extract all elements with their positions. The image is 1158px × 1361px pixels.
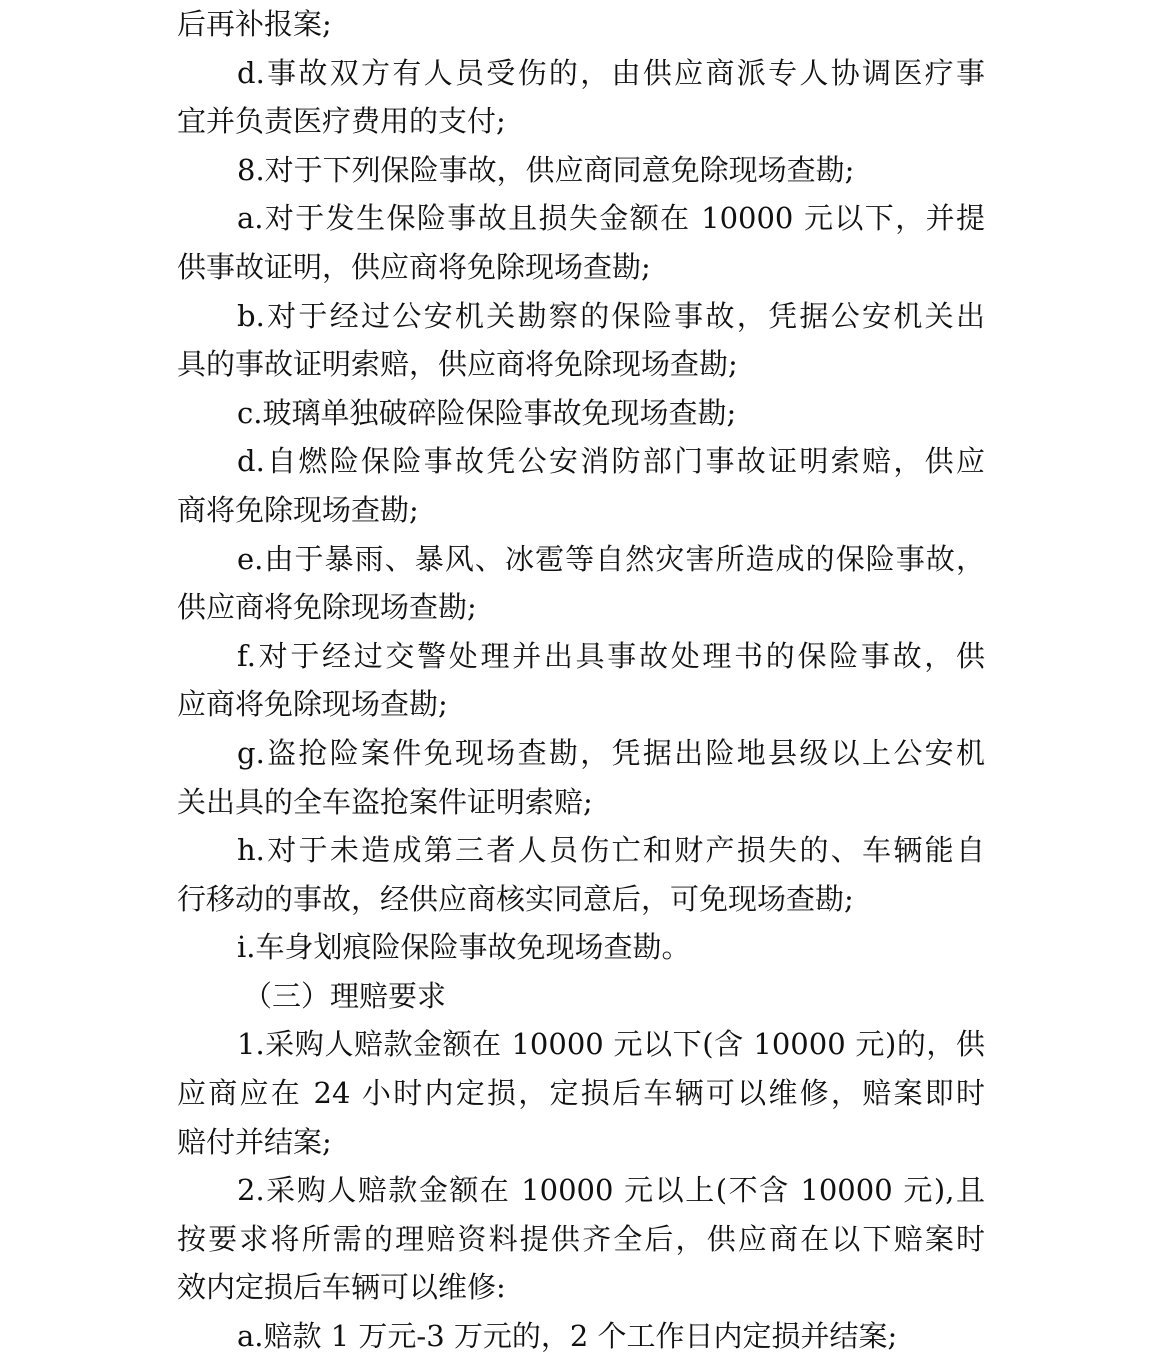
paragraph-line: 应商应在 24 小时内定损，定损后车辆可以维修，赔案即时 — [177, 1076, 985, 1111]
paragraph-line: g.盗抢险案件免现场查勘，凭据出险地县级以上公安机 — [237, 735, 985, 770]
paragraph-line: h.对于未造成第三者人员伤亡和财产损失的、车辆能自 — [237, 833, 985, 868]
paragraph-line: 具的事故证明索赔，供应商将免除现场查勘; — [177, 347, 738, 382]
paragraph-line: 赔付并结案; — [177, 1124, 332, 1159]
paragraph-line: 2.采购人赔款金额在 10000 元以上(不含 10000 元),且 — [237, 1173, 985, 1208]
paragraph-line: e.由于暴雨、暴风、冰雹等自然灾害所造成的保险事故， — [237, 541, 985, 576]
paragraph-line: 商将免除现场查勘; — [177, 492, 419, 527]
paragraph-line: b.对于经过公安机关勘察的保险事故，凭据公安机关出 — [237, 298, 985, 333]
paragraph-line: a.赔款 1 万元-3 万元的，2 个工作日内定损并结案; — [237, 1319, 898, 1354]
paragraph-line: 应商将免除现场查勘; — [177, 687, 448, 722]
document-body — [177, 0, 985, 1361]
paragraph-line: 关出具的全车盗抢案件证明索赔; — [177, 784, 593, 819]
paragraph-line: f.对于经过交警处理并出具事故处理书的保险事故，供 — [237, 638, 985, 673]
paragraph-line: 8.对于下列保险事故，供应商同意免除现场查勘; — [237, 152, 855, 187]
paragraph-line: a.对于发生保险事故且损失金额在 10000 元以下，并提 — [237, 201, 985, 236]
paragraph-line: 宜并负责医疗费用的支付; — [177, 104, 506, 139]
paragraph-line: 供事故证明，供应商将免除现场查勘; — [177, 249, 651, 284]
paragraph-line: 后再补报案; — [177, 7, 332, 41]
paragraph-line: d.自燃险保险事故凭公安消防部门事故证明索赔，供应 — [237, 444, 985, 479]
paragraph-line: 供应商将免除现场查勘; — [177, 590, 477, 625]
paragraph-line: 效内定损后车辆可以维修: — [177, 1270, 506, 1305]
paragraph-line: 1.采购人赔款金额在 10000 元以下(含 10000 元)的，供 — [237, 1027, 985, 1062]
paragraph-line: c.玻璃单独破碎险保险事故免现场查勘; — [237, 395, 737, 430]
paragraph-line: 行移动的事故，经供应商核实同意后，可免现场查勘; — [177, 881, 854, 916]
section-heading: （三）理赔要求 — [243, 978, 447, 1013]
paragraph-line: 按要求将所需的理赔资料提供齐全后，供应商在以下赔案时 — [177, 1221, 985, 1256]
paragraph-line: i.车身划痕险保险事故免现场查勘。 — [237, 930, 691, 965]
paragraph-line: d.事故双方有人员受伤的，由供应商派专人协调医疗事 — [237, 55, 985, 90]
